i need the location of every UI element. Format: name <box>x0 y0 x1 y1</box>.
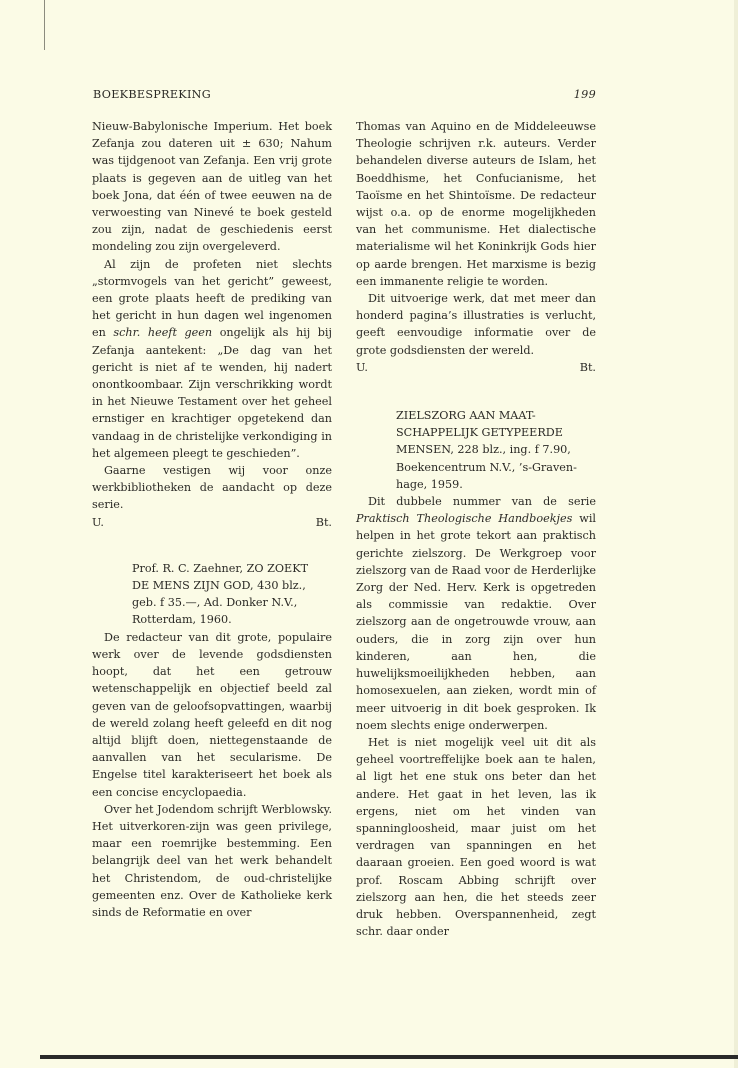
text-run: wil helpen in het grote tekort aan praktisch gerichte zielszorg. De Werkgroep voor zielszorg van de Raad voor de Herderlijke Zorg der Ned. Herv. Kerk is opgetreden als commissie van redaktie. Over zielszorg aan de ongetrouwde vrouw, aan ouders, die in zorg zijn over hun kinderen, aan hen, die huwelijksmoeilijkheden hebben, aan homosexuelen, aan zieken, wordt min of meer uitvoerig in dit boek gesproken. Ik noem slechts enige onderwerpen. <box>356 512 596 732</box>
paragraph: Het is niet mogelijk veel uit dit als geheel voortreffelijke boek aan te halen, al ligt het ene stuk ons beter dan het andere. Het gaat in het leven, las ik ergens, niet om het vinden van spanningloosheid, maar juist om het verdragen van spanningen en het daaraan groeien. Een goed woord is wat prof. Roscam Abbing schrijft over zielszorg aan hen, die het steeds zeer druk hebben. Overspannenheid, zegt schr. daar onder <box>356 735 596 939</box>
signature-initial: U. <box>356 360 368 374</box>
page-edge-margin <box>734 0 738 1068</box>
right-column <box>356 118 596 940</box>
text-run: Dit dubbele nummer van de serie <box>368 495 596 509</box>
paragraph: De redacteur van dit grote, populaire werk over de levende godsdiensten hoopt, dat het een getrouw wetenschappelijk en objectief beeld zal geven van de geloofsopvattingen, waarbij de wereld zolang heeft geleefd en dit nog altijd blijft doen, niettegenstaande de aanvallen van het secularisme. De Engelse titel karakteriseert het boek als een concise encyclopaedia. <box>92 630 332 799</box>
running-title: BOEKBESPREKING <box>93 88 211 101</box>
entry-line: geb. f 35.—, Ad. Donker N.V., <box>132 596 298 610</box>
paragraph <box>356 493 596 734</box>
paragraph: Thomas van Aquino en de Middeleeuwse Theologie schrijven r.k. auteurs. Verder behandelen diverse auteurs de Islam, het Boeddhisme, het Confucianisme, het Taoïsme en het Shintoïsme. De redacteur wijst o.a. op de enorme mogelijkheden van het communisme. Het dialectische materialisme wil het Koninkrijk Gods hier op aarde brengen. Het marxisme is bezig een immanente religie te worden. <box>356 120 596 288</box>
entry-line: Prof. R. C. Zaehner, ZO ZOEKT <box>132 561 309 575</box>
page-bottom-edge <box>40 1055 738 1059</box>
entry-line: Boekencentrum N.V., ’s-Graven- <box>396 460 577 474</box>
entry-line: DE MENS ZIJN GOD, 430 blz., <box>132 579 306 593</box>
signature-initial: Bt. <box>579 360 596 374</box>
italic-text: Praktisch Theologische Handboekjes <box>356 512 573 526</box>
entry-line: Rotterdam, 1960. <box>132 613 232 627</box>
text-run: ongelijk als hij bij Zefanja aantekent: „De dag van het gericht is niet af te wenden, hij nadert onontkoombaar. Zijn verschrikking wordt in het Nieuwe Testament over het geheel ernstiger en krachtiger opgetekend dan vandaag in de christelijke verkondiging in het algemeen pleegt te geschieden”. <box>92 326 332 460</box>
page-number: 199 <box>573 88 596 101</box>
paragraph: Over het Jodendom schrijft Werblowsky. Het uitverkoren-zijn was geen privilege, maar een roemrijke bestemming. Een belangrijk deel van het werk behandelt het Christendom, de oud-christelijke gemeenten enz. Over de Katholieke kerk sinds de Reformatie en over <box>92 802 332 919</box>
paragraph: Dit uitvoerige werk, dat met meer dan honderd pagina’s illustraties is verlucht, geeft eenvoudige informatie over de grote godsdiensten der wereld. <box>356 292 596 357</box>
reviewer-signature <box>356 359 596 376</box>
italic-text: schr. heeft geen <box>113 326 213 340</box>
signature-initial: U. <box>92 515 104 529</box>
signature-initial: Bt. <box>315 515 332 529</box>
book-entry-heading <box>92 560 332 629</box>
entry-line: MENSEN, 228 blz., ing. f 7.90, <box>396 443 571 457</box>
paragraph <box>92 256 332 462</box>
left-column <box>92 118 332 921</box>
paragraph: Nieuw-Babylonische Imperium. Het boek Zefanja zou dateren uit ± 630; Nahum was tijdgenoot van Zefanja. Een vrij grote plaats is gegeven aan de uitleg van het boek Jona, dat één of twee eeuwen na de verwoesting van Ninevé te boek gesteld zou zijn, nadat de geschiedenis eerst mondeling zou zijn overgeleverd. <box>92 120 332 254</box>
entry-line: ZIELSZORG AAN MAAT- <box>396 409 536 423</box>
running-head <box>93 88 596 106</box>
page-edge-line <box>44 0 45 50</box>
paragraph: Gaarne vestigen wij voor onze werkbibliotheken de aandacht op deze serie. <box>92 464 332 512</box>
entry-line: SCHAPPELIJK GETYPEERDE <box>396 426 563 440</box>
book-entry-heading <box>356 407 596 493</box>
entry-line: hage, 1959. <box>396 477 463 491</box>
text-run: Al zijn de profeten niet slechts „stormvogels van het gericht” geweest, een grote plaats heeft de prediking van het gericht in hun dagen wel ingenomen en <box>92 257 332 340</box>
reviewer-signature <box>92 514 332 531</box>
